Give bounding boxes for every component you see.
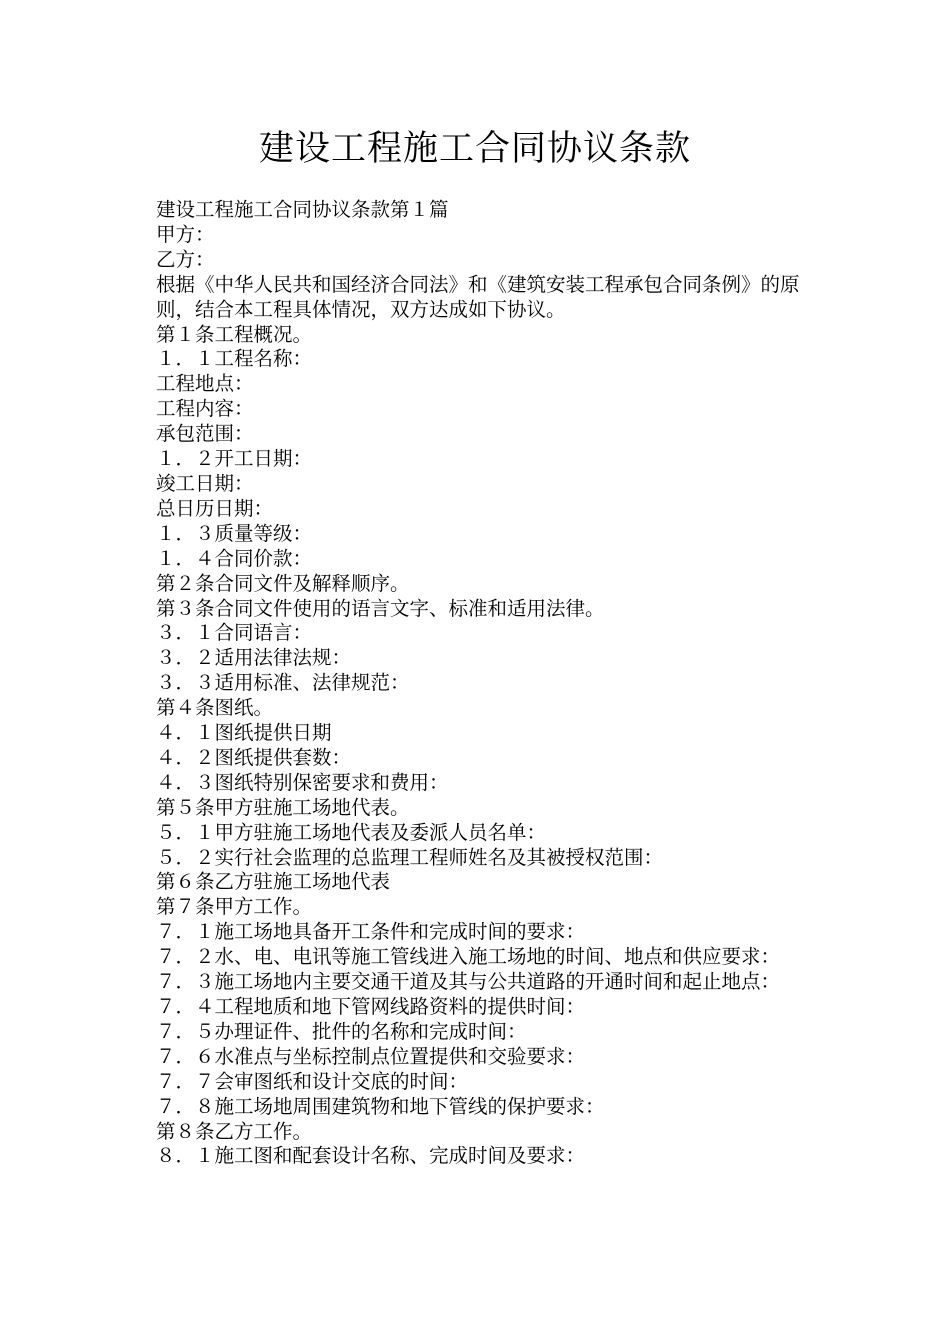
- document-line: １．４合同价款：: [156, 546, 313, 570]
- document-line: １．２开工日期：: [156, 447, 313, 471]
- document-line: 总日历日期：: [156, 496, 274, 520]
- document-line: 第７条甲方工作。: [156, 895, 313, 919]
- document-body: [146, 198, 816, 1169]
- document-line: ４．３图纸特别保密要求和费用：: [156, 770, 449, 794]
- document-title: 建设工程施工合同协议条款: [258, 129, 691, 169]
- document-line: ４．１图纸提供日期: [156, 721, 332, 745]
- document-line: ８．１施工图和配套设计名称、完成时间及要求：: [156, 1144, 586, 1168]
- document-line: 第１条工程概况。: [156, 322, 313, 346]
- document-line: 建设工程施工合同协议条款第１篇: [156, 198, 449, 221]
- document-line: ３．３适用标准、法律规范：: [156, 671, 410, 695]
- document-line: ７．４工程地质和地下管网线路资料的提供时间：: [156, 995, 586, 1018]
- document-line: 第３条合同文件使用的语言文字、标准和适用法律。: [156, 596, 605, 620]
- document-line: 根据《中华人民共和国经济合同法》和《建筑安装工程承包合同条例》的原则，结合本工程具体情况，双方达成如下协议。: [156, 272, 800, 321]
- document-line: ７．７会审图纸和设计交底的时间：: [156, 1069, 469, 1093]
- document-line: １．１工程名称：: [156, 347, 313, 371]
- document-line: ７．６水准点与坐标控制点位置提供和交验要求：: [156, 1044, 586, 1068]
- document-line: 第５条甲方驻施工场地代表。: [156, 795, 410, 819]
- document-line: 第６条乙方驻施工场地代表: [156, 870, 391, 894]
- document-line: 工程内容：: [156, 397, 254, 421]
- document-line: 乙方：: [156, 247, 215, 271]
- document-line: 第２条合同文件及解释顺序。: [156, 571, 410, 595]
- document-line: ５．２实行社会监理的总监理工程师姓名及其被授权范围：: [156, 845, 664, 869]
- document-line: ７．２水、电、电讯等施工管线进入施工场地的时间、地点和供应要求：: [156, 945, 781, 969]
- document-line: 工程地点：: [156, 372, 254, 396]
- document-line: ７．３施工场地内主要交通干道及其与公共道路的开通时间和起止地点：: [156, 970, 781, 994]
- document-line: ４．２图纸提供套数：: [156, 745, 352, 769]
- document-line: ７．１施工场地具备开工条件和完成时间的要求：: [156, 920, 586, 944]
- document-line: ７．５办理证件、批件的名称和完成时间：: [156, 1019, 527, 1043]
- document-line: 甲方：: [156, 222, 215, 246]
- document-line: ７．８施工场地周围建筑物和地下管线的保护要求：: [156, 1094, 605, 1118]
- document-line: 竣工日期：: [156, 471, 254, 495]
- document-line: ３．１合同语言：: [156, 621, 313, 645]
- document-line: ３．２适用法律法规：: [156, 646, 352, 670]
- document-line: 承包范围：: [156, 422, 254, 446]
- document-line: 第８条乙方工作。: [156, 1119, 313, 1143]
- document-line: １．３质量等级：: [156, 521, 313, 545]
- document-line: ５．１甲方驻施工场地代表及委派人员名单：: [156, 820, 547, 844]
- document-line: 第４条图纸。: [156, 696, 274, 720]
